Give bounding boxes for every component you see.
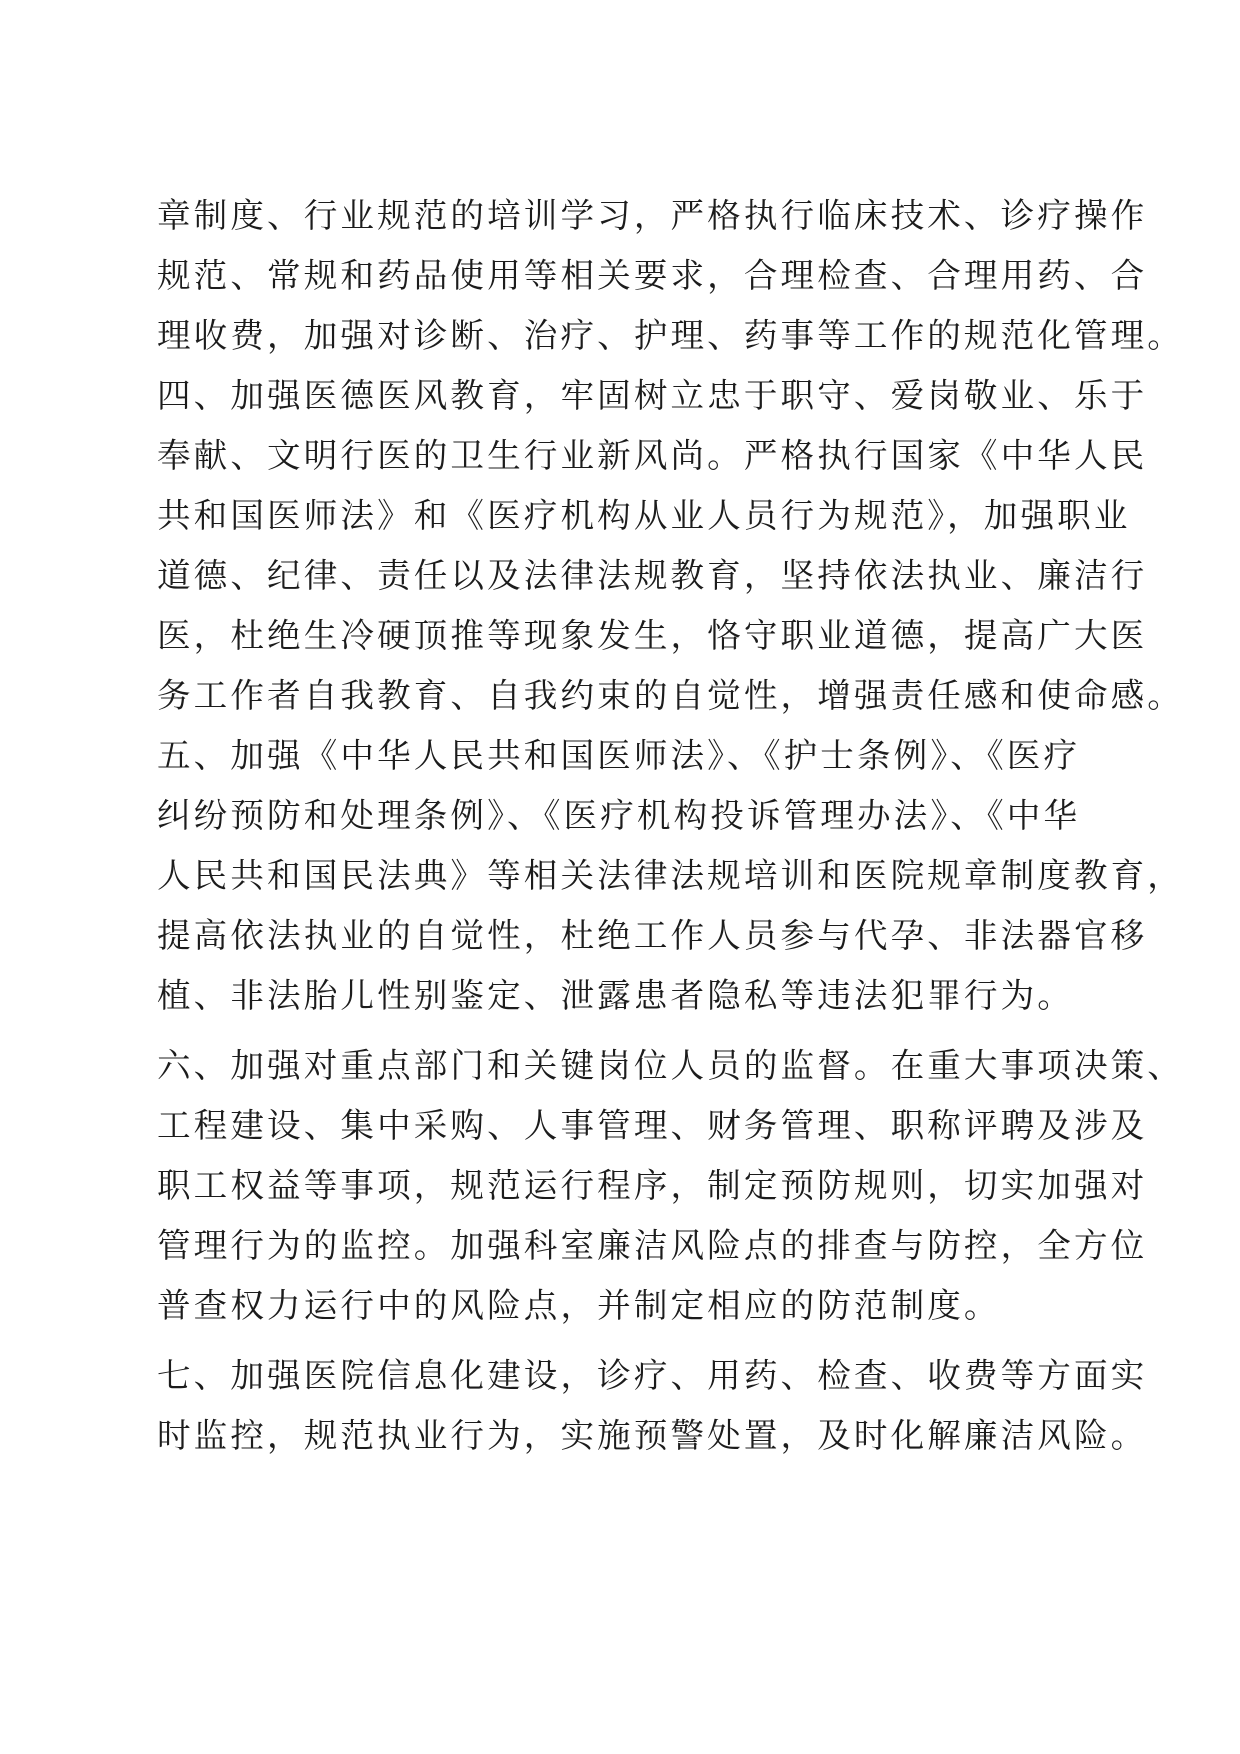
text-line: 五、加强《中华人民共和国医师法》、《护士条例》、《医疗: [157, 736, 1081, 775]
text-line: 纠纷预防和处理条例》、《医疗机构投诉管理办法》、《中华: [157, 796, 1081, 835]
text-line: 时监控，规范执业行为，实施预警处置，及时化解廉洁风险。: [157, 1416, 1148, 1455]
text-line: 章制度、行业规范的培训学习，严格执行临床技术、诊疗操作: [157, 196, 1148, 235]
text-line: 六、加强对重点部门和关键岗位人员的监督。在重大事项决策、: [157, 1046, 1184, 1085]
paragraph-gap: [157, 1336, 1157, 1346]
text-line: 职工权益等事项，规范运行程序，制定预防规则，切实加强对: [157, 1166, 1148, 1205]
text-line: 理收费，加强对诊断、治疗、护理、药事等工作的规范化管理。: [157, 316, 1184, 355]
text-line: 规范、常规和药品使用等相关要求，合理检查、合理用药、合: [157, 256, 1148, 295]
text-line: 道德、纪律、责任以及法律法规教育，坚持依法执业、廉洁行: [157, 556, 1148, 595]
text-line: 七、加强医院信息化建设，诊疗、用药、检查、收费等方面实: [157, 1356, 1148, 1395]
text-line: 四、加强医德医风教育，牢固树立忠于职守、爱岗敬业、乐于: [157, 376, 1148, 415]
text-line: 共和国医师法》和《医疗机构从业人员行为规范》，加强职业: [157, 496, 1131, 535]
text-line: 奉献、文明行医的卫生行业新风尚。严格执行国家《中华人民: [157, 436, 1148, 475]
text-line: 务工作者自我教育、自我约束的自觉性，增强责任感和使命感。: [157, 676, 1184, 715]
text-line: 工程建设、集中采购、人事管理、财务管理、职称评聘及涉及: [157, 1106, 1148, 1145]
text-line: 提高依法执业的自觉性，杜绝工作人员参与代孕、非法器官移: [157, 916, 1148, 955]
text-line: 管理行为的监控。加强科室廉洁风险点的排查与防控，全方位: [157, 1226, 1148, 1265]
text-line: 医，杜绝生冷硬顶推等现象发生，恪守职业道德，提高广大医: [157, 616, 1148, 655]
text-line: 普查权力运行中的风险点，并制定相应的防范制度。: [157, 1286, 1001, 1325]
text-line: 人民共和国民法典》等相关法律法规培训和医院规章制度教育，: [157, 856, 1184, 895]
document-body: [157, 186, 1184, 1466]
paragraph-gap: [157, 1026, 1157, 1036]
text-line: 植、非法胎儿性别鉴定、泄露患者隐私等违法犯罪行为。: [157, 976, 1074, 1015]
